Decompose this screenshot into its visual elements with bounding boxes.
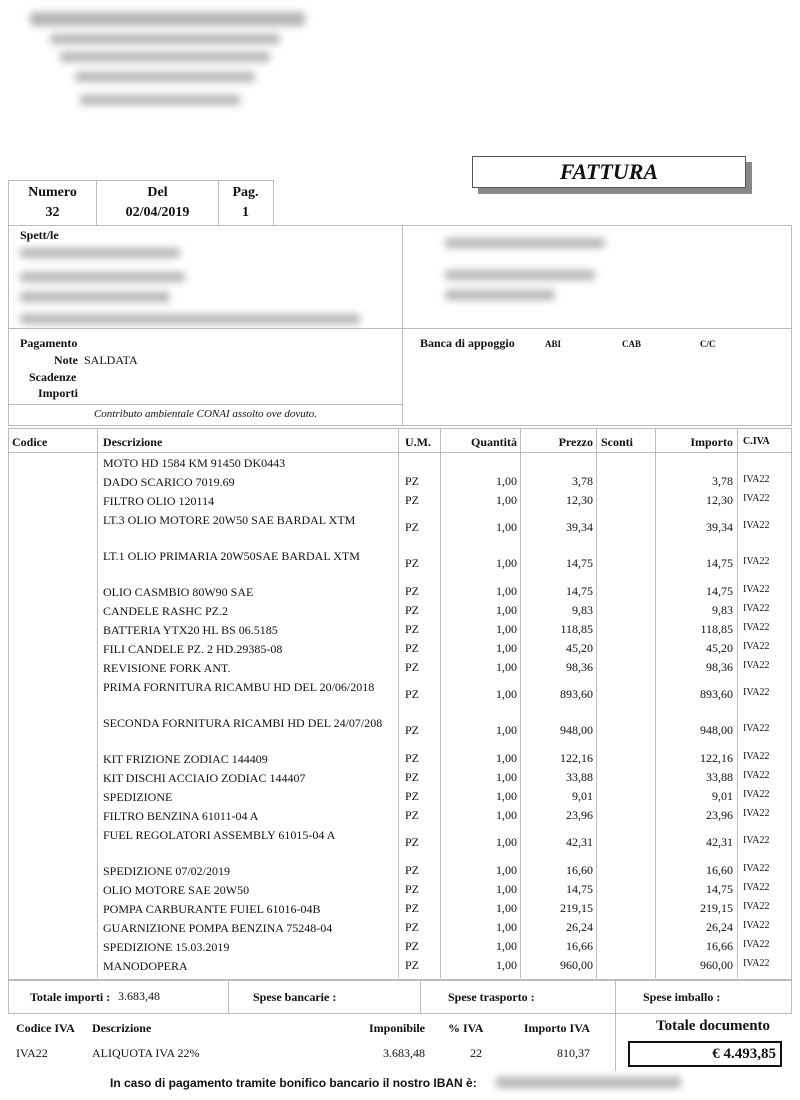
vat-header-descrizione: Descrizione xyxy=(92,1021,152,1035)
row-price: 14,75 xyxy=(566,556,593,570)
table-row xyxy=(0,882,800,900)
row-um: PZ xyxy=(405,641,420,655)
row-importo: 14,75 xyxy=(706,584,733,598)
row-price: 98,36 xyxy=(566,660,593,674)
invoice-title-box xyxy=(472,156,746,188)
table-row xyxy=(0,474,800,492)
numero-label: Numero xyxy=(28,185,77,200)
row-iva: IVA22 xyxy=(743,958,770,969)
row-um: PZ xyxy=(405,603,420,617)
row-price: 33,88 xyxy=(566,770,593,784)
row-price: 23,96 xyxy=(566,808,593,822)
header-importo: Importo xyxy=(690,435,733,449)
row-um: PZ xyxy=(405,556,420,570)
row-desc: SPEDIZIONE xyxy=(103,790,173,804)
addressee-vat-blurred xyxy=(20,314,360,324)
row-importo: 14,75 xyxy=(706,882,733,896)
pagamento-label: Pagamento xyxy=(20,336,78,350)
row-desc: LT.1 OLIO PRIMARIA 20W50SAE BARDAL XTM xyxy=(103,549,360,563)
row-iva: IVA22 xyxy=(743,751,770,762)
row-price: 118,85 xyxy=(560,622,593,636)
company-name-blurred xyxy=(30,12,305,26)
row-qty: 1,00 xyxy=(496,687,517,701)
totale-importi-value: 3.683,48 xyxy=(118,989,160,1003)
row-um: PZ xyxy=(405,835,420,849)
row-importo: 16,60 xyxy=(706,863,733,877)
table-row xyxy=(0,789,800,807)
table-row xyxy=(0,548,800,570)
row-iva: IVA22 xyxy=(743,641,770,652)
row-iva: IVA22 xyxy=(743,770,770,781)
destination-city-blurred xyxy=(445,290,555,300)
row-um: PZ xyxy=(405,882,420,896)
row-importo: 23,96 xyxy=(706,808,733,822)
row-desc: PRIMA FORNITURA RICAMBU HD DEL 20/06/2018 xyxy=(103,680,375,694)
table-row xyxy=(0,827,800,849)
company-address-blurred xyxy=(50,34,280,44)
row-qty: 1,00 xyxy=(496,556,517,570)
row-um: PZ xyxy=(405,723,420,737)
totale-documento-box xyxy=(628,1041,782,1067)
row-qty: 1,00 xyxy=(496,920,517,934)
row-um: PZ xyxy=(405,901,420,915)
row-desc: SECONDA FORNITURA RICAMBI HD DEL 24/07/208 xyxy=(103,716,383,730)
row-iva: IVA22 xyxy=(743,882,770,893)
row-price: 39,34 xyxy=(566,520,593,534)
row-qty: 1,00 xyxy=(496,603,517,617)
row-iva: IVA22 xyxy=(743,556,770,567)
vat-header-importo: Importo IVA xyxy=(523,1021,590,1035)
del-label: Del xyxy=(147,185,168,200)
table-row xyxy=(0,770,800,788)
vat-perc: 22 xyxy=(470,1046,482,1060)
row-qty: 1,00 xyxy=(496,723,517,737)
del-value: 02/04/2019 xyxy=(125,205,190,220)
addressee-name-blurred xyxy=(20,248,180,258)
row-qty: 1,00 xyxy=(496,660,517,674)
row-importo: 33,88 xyxy=(706,770,733,784)
row-iva: IVA22 xyxy=(743,474,770,485)
row-iva: IVA22 xyxy=(743,584,770,595)
row-um: PZ xyxy=(405,584,420,598)
row-importo: 122,16 xyxy=(700,751,733,765)
row-qty: 1,00 xyxy=(496,958,517,972)
row-price: 12,30 xyxy=(566,493,593,507)
row-um: PZ xyxy=(405,770,420,784)
row-iva: IVA22 xyxy=(743,808,770,819)
table-row xyxy=(0,715,800,737)
row-price: 45,20 xyxy=(566,641,593,655)
destination-name-blurred xyxy=(445,238,605,248)
banca-label: Banca di appoggio xyxy=(420,336,515,350)
row-importo: 39,34 xyxy=(706,520,733,534)
header-prezzo: Prezzo xyxy=(558,435,593,449)
table-row xyxy=(0,751,800,769)
header-descrizione: Descrizione xyxy=(103,435,163,449)
spese-trasporto-label: Spese trasporto : xyxy=(448,990,535,1004)
row-importo: 9,83 xyxy=(712,603,733,617)
row-qty: 1,00 xyxy=(496,622,517,636)
addressee-street-blurred xyxy=(20,272,185,282)
row-desc: FILTRO BENZINA 61011-04 A xyxy=(103,809,259,823)
row-um: PZ xyxy=(405,622,420,636)
note-value: SALDATA xyxy=(84,353,138,367)
table-row xyxy=(0,901,800,919)
row-importo: 14,75 xyxy=(706,556,733,570)
table-row xyxy=(0,920,800,938)
table-row xyxy=(0,512,800,534)
table-row xyxy=(0,622,800,640)
row-um: PZ xyxy=(405,920,420,934)
row-price: 9,01 xyxy=(572,789,593,803)
row-desc: FILI CANDELE PZ. 2 HD.29385-08 xyxy=(103,642,283,656)
row-price: 16,66 xyxy=(566,939,593,953)
spett-label: Spett/le xyxy=(20,228,59,242)
row-desc: MOTO HD 1584 KM 91450 DK0443 xyxy=(103,456,286,470)
row-iva: IVA22 xyxy=(743,723,770,734)
row-um: PZ xyxy=(405,520,420,534)
spese-imballo-label: Spese imballo : xyxy=(643,990,721,1004)
row-qty: 1,00 xyxy=(496,474,517,488)
table-row xyxy=(0,958,800,976)
row-um: PZ xyxy=(405,958,420,972)
row-iva: IVA22 xyxy=(743,863,770,874)
row-importo: 26,24 xyxy=(706,920,733,934)
row-um: PZ xyxy=(405,687,420,701)
row-iva: IVA22 xyxy=(743,493,770,504)
row-importo: 9,01 xyxy=(712,789,733,803)
row-importo: 948,00 xyxy=(700,723,733,737)
row-price: 960,00 xyxy=(560,958,593,972)
numero-value: 32 xyxy=(45,205,60,220)
row-price: 3,78 xyxy=(572,474,593,488)
table-row xyxy=(0,808,800,826)
destination-street-blurred xyxy=(445,270,595,280)
vat-importo: 810,37 xyxy=(557,1046,590,1060)
row-qty: 1,00 xyxy=(496,901,517,915)
abi-label: ABI xyxy=(545,339,562,349)
row-qty: 1,00 xyxy=(496,493,517,507)
row-desc: REVISIONE FORK ANT. xyxy=(103,661,231,675)
header-codice: Codice xyxy=(12,435,48,449)
totale-documento-label: Totale documento xyxy=(656,1018,771,1034)
row-qty: 1,00 xyxy=(496,882,517,896)
row-desc: CANDELE RASHC PZ.2 xyxy=(103,604,229,618)
row-qty: 1,00 xyxy=(496,520,517,534)
pag-label: Pag. xyxy=(232,185,259,200)
row-iva: IVA22 xyxy=(743,920,770,931)
vat-imponibile: 3.683,48 xyxy=(383,1046,425,1060)
header-sconti: Sconti xyxy=(601,435,634,449)
row-price: 893,60 xyxy=(560,687,593,701)
row-desc: BATTERIA YTX20 HL BS 06.5185 xyxy=(103,623,278,637)
table-row xyxy=(0,660,800,678)
row-desc: KIT DISCHI ACCIAIO ZODIAC 144407 xyxy=(103,771,306,785)
row-importo: 12,30 xyxy=(706,493,733,507)
iban-text: In caso di pagamento tramite bonifico bancario il nostro IBAN è: xyxy=(110,1076,477,1090)
row-iva: IVA22 xyxy=(743,660,770,671)
vat-codice: IVA22 xyxy=(16,1046,48,1060)
table-row xyxy=(0,679,800,701)
row-qty: 1,00 xyxy=(496,835,517,849)
header-civa: C.IVA xyxy=(743,436,770,447)
row-desc: POMPA CARBURANTE FUIEL 61016-04B xyxy=(103,902,321,916)
row-price: 948,00 xyxy=(560,723,593,737)
addressee-city-blurred xyxy=(20,292,170,302)
row-um: PZ xyxy=(405,751,420,765)
conai-note: Contributo ambientale CONAI assolto ove dovuto. xyxy=(93,408,318,420)
row-qty: 1,00 xyxy=(496,808,517,822)
spese-bancarie-label: Spese bancarie : xyxy=(253,990,337,1004)
row-importo: 118,85 xyxy=(700,622,733,636)
row-desc: SPEDIZIONE 15.03.2019 xyxy=(103,940,230,954)
row-qty: 1,00 xyxy=(496,751,517,765)
importi-label: Importi xyxy=(38,386,78,400)
row-importo: 219,15 xyxy=(700,901,733,915)
totale-importi-label: Totale importi : xyxy=(30,990,111,1004)
row-iva: IVA22 xyxy=(743,939,770,950)
row-price: 26,24 xyxy=(566,920,593,934)
row-qty: 1,00 xyxy=(496,641,517,655)
vat-header-codice: Codice IVA xyxy=(16,1021,75,1035)
row-desc: DADO SCARICO 7019.69 xyxy=(103,475,235,489)
row-um: PZ xyxy=(405,863,420,877)
header-um: U.M. xyxy=(405,435,431,449)
row-desc: GUARNIZIONE POMPA BENZINA 75248-04 xyxy=(103,921,333,935)
row-um: PZ xyxy=(405,474,420,488)
invoice-title: FATTURA xyxy=(559,159,659,184)
row-importo: 45,20 xyxy=(706,641,733,655)
row-importo: 960,00 xyxy=(700,958,733,972)
table-row xyxy=(0,493,800,511)
row-qty: 1,00 xyxy=(496,863,517,877)
row-desc: SPEDIZIONE 07/02/2019 xyxy=(103,864,230,878)
table-row xyxy=(0,603,800,621)
company-vat-blurred xyxy=(75,72,255,82)
row-iva: IVA22 xyxy=(743,622,770,633)
row-price: 122,16 xyxy=(560,751,593,765)
vat-header-imponibile: Imponibile xyxy=(368,1021,425,1035)
row-qty: 1,00 xyxy=(496,770,517,784)
row-iva: IVA22 xyxy=(743,520,770,531)
row-desc: LT.3 OLIO MOTORE 20W50 SAE BARDAL XTM xyxy=(103,513,356,527)
row-um: PZ xyxy=(405,808,420,822)
row-price: 14,75 xyxy=(566,882,593,896)
row-iva: IVA22 xyxy=(743,789,770,800)
row-price: 42,31 xyxy=(566,835,593,849)
row-desc: MANODOPERA xyxy=(103,959,188,973)
row-um: PZ xyxy=(405,789,420,803)
row-um: PZ xyxy=(405,939,420,953)
row-desc: FUEL REGOLATORI ASSEMBLY 61015-04 A xyxy=(103,828,336,842)
row-importo: 3,78 xyxy=(712,474,733,488)
iban-blurred xyxy=(496,1077,681,1088)
totale-documento-value: € 4.493,85 xyxy=(712,1046,776,1062)
row-desc: FILTRO OLIO 120114 xyxy=(103,494,215,508)
row-iva: IVA22 xyxy=(743,901,770,912)
company-city-blurred xyxy=(60,52,270,62)
vat-descrizione: ALIQUOTA IVA 22% xyxy=(92,1046,200,1060)
cab-label: CAB xyxy=(622,339,642,349)
scadenze-label: Scadenze xyxy=(29,370,77,384)
row-price: 14,75 xyxy=(566,584,593,598)
row-importo: 16,66 xyxy=(706,939,733,953)
note-label: Note xyxy=(54,353,78,367)
vat-header-perc: % IVA xyxy=(448,1021,484,1035)
row-qty: 1,00 xyxy=(496,789,517,803)
table-row xyxy=(0,641,800,659)
row-um: PZ xyxy=(405,493,420,507)
row-desc: KIT FRIZIONE ZODIAC 144409 xyxy=(103,752,268,766)
row-iva: IVA22 xyxy=(743,603,770,614)
row-desc: OLIO MOTORE SAE 20W50 xyxy=(103,883,250,897)
row-qty: 1,00 xyxy=(496,939,517,953)
row-iva: IVA22 xyxy=(743,687,770,698)
row-qty: 1,00 xyxy=(496,584,517,598)
row-price: 9,83 xyxy=(572,603,593,617)
row-importo: 98,36 xyxy=(706,660,733,674)
row-price: 16,60 xyxy=(566,863,593,877)
table-row xyxy=(0,455,800,473)
row-importo: 893,60 xyxy=(700,687,733,701)
row-desc: OLIO CASMBIO 80W90 SAE xyxy=(103,585,254,599)
header-quantita: Quantità xyxy=(470,435,517,449)
table-row xyxy=(0,863,800,881)
pag-value: 1 xyxy=(242,205,249,220)
company-contact-blurred xyxy=(80,95,240,105)
cc-label: C/C xyxy=(700,339,716,349)
row-price: 219,15 xyxy=(560,901,593,915)
table-row xyxy=(0,584,800,602)
row-importo: 42,31 xyxy=(706,835,733,849)
table-row xyxy=(0,939,800,957)
row-iva: IVA22 xyxy=(743,835,770,846)
row-um: PZ xyxy=(405,660,420,674)
